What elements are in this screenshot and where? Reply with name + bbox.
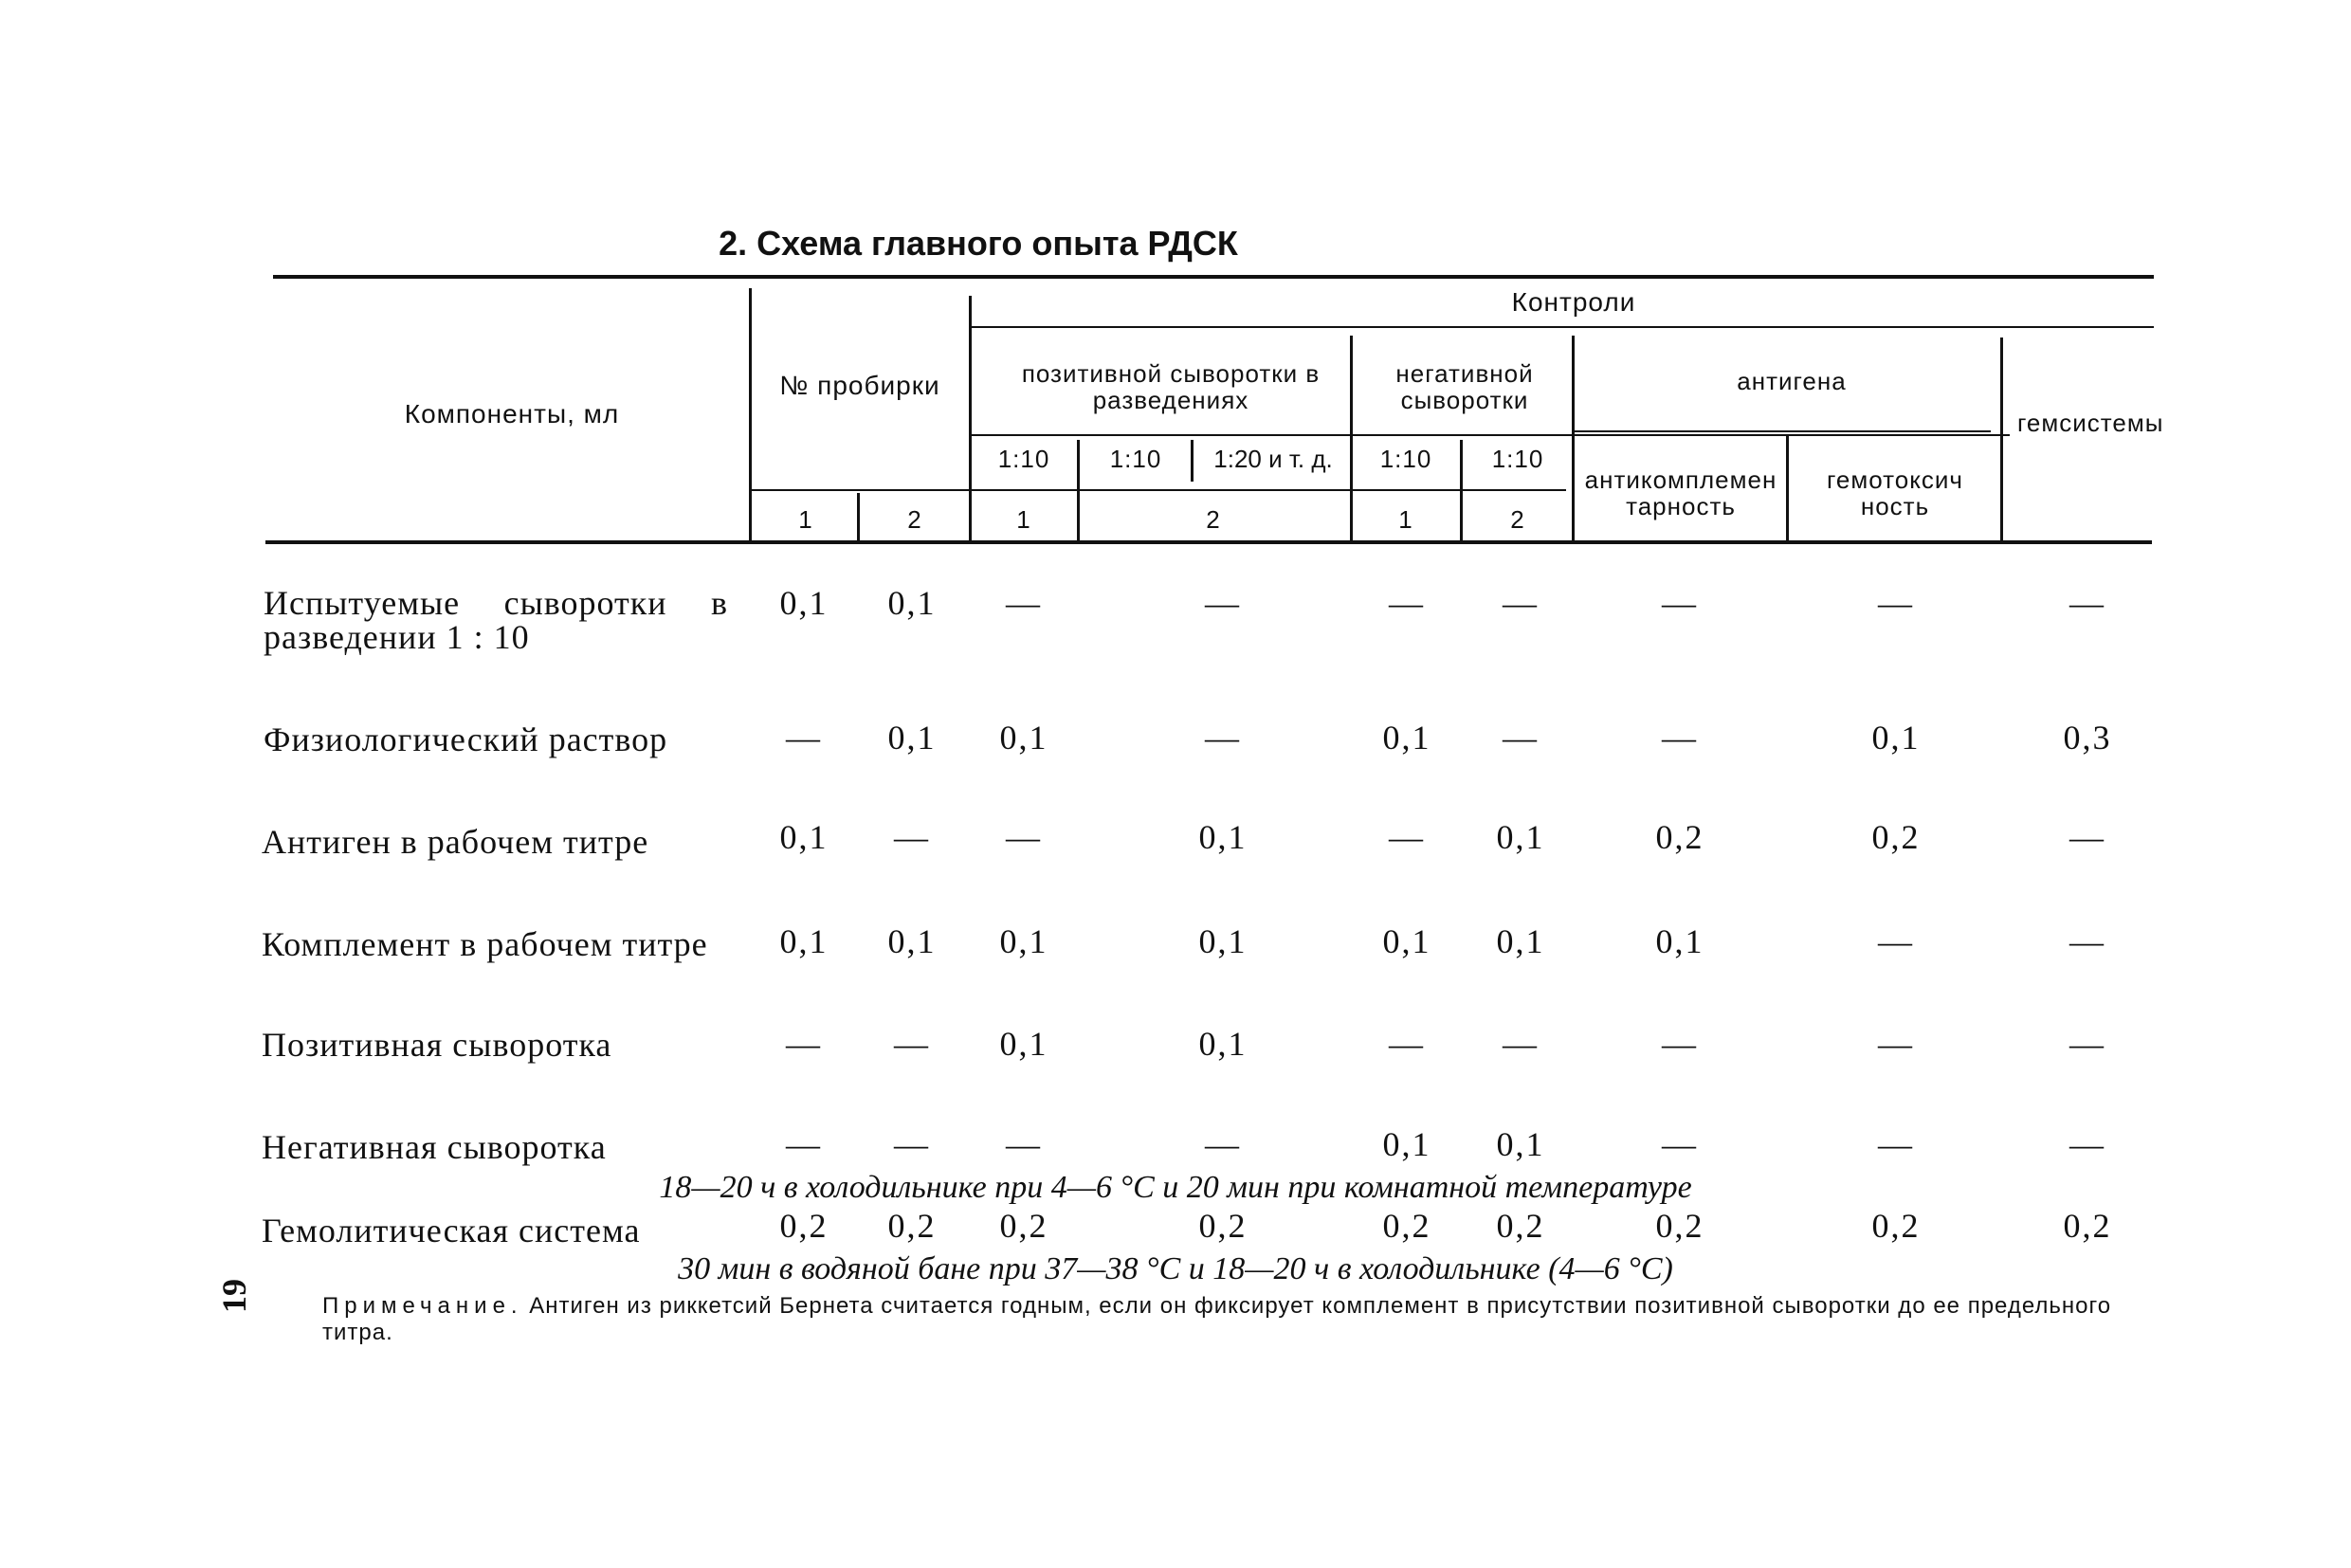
cell-r2-c4: — [1205,719,1241,757]
cell-r6-c9: — [2069,1125,2105,1163]
header-positive-serum: позитивной сыворотки в разведениях [1021,359,1321,414]
cell-r5-c4: 0,1 [1198,1025,1248,1063]
tube-2: 2 [907,505,922,534]
divider-antigen-hem [2000,337,2003,540]
cell-r2-c1: — [786,719,822,757]
cell-r4-c3: 0,1 [999,922,1048,960]
tube-number-rule [749,489,1566,491]
footnote-text: Антиген из риккетсий Бернета считается годным, если он фиксирует комплемент в присутствии позитивной сыворотки до ее предельного титра. [322,1293,2112,1345]
cell-r6-c2: — [894,1125,930,1163]
page-number: 19 [215,1279,253,1313]
cell-r3-c4: 0,1 [1198,818,1248,856]
row-label-hemolytic-system: Гемолитическая система [262,1212,641,1249]
row-label-test-sera-1: Испытуемые сыворотки в [264,584,728,622]
cell-r4-c6: 0,1 [1496,922,1545,960]
cell-r2-c7: — [1662,719,1698,757]
cell-r5-c9: — [2069,1025,2105,1063]
cell-r5-c7: — [1662,1025,1698,1063]
cell-r3-c6: 0,1 [1496,818,1545,856]
cell-r4-c4: 0,1 [1198,922,1248,960]
cell-r6-c7: — [1662,1125,1698,1163]
cell-r3-c5: — [1389,818,1425,856]
cell-r3-c3: — [1006,818,1042,856]
cell-r5-c2: — [894,1025,930,1063]
cell-r5-c3: 0,1 [999,1025,1048,1063]
row-label-positive-serum: Позитивная сыворотка [262,1026,612,1064]
cell-r7-c9: 0,2 [2063,1207,2112,1245]
cell-r6-c1: — [786,1125,822,1163]
footnote [322,1293,2142,1346]
dilution-5: 1:10 [1491,445,1544,473]
row-label-test-sera-2: разведении 1 : 10 [264,618,530,656]
dilution-1: 1:10 [997,445,1050,473]
divider-tubes [749,288,752,540]
cell-r2-c5: 0,1 [1382,719,1431,757]
header-negative-serum: негативной сыворотки [1395,359,1534,414]
cell-r7-c6: 0,2 [1496,1207,1545,1245]
cell-r4-c7: 0,1 [1655,922,1704,960]
cell-r6-c6: 0,1 [1496,1125,1545,1163]
cell-r7-c8: 0,2 [1871,1207,1921,1245]
cell-r1-c9: — [2069,584,2105,622]
cell-r5-c6: — [1503,1025,1539,1063]
antigen-rule [1574,430,1991,432]
cell-r3-c9: — [2069,818,2105,856]
incubation-note-1: 18—20 ч в холодильнике при 4—6 °С и 20 мин при комнатной температуре [659,1170,1692,1205]
cell-r4-c5: 0,1 [1382,922,1431,960]
header-bottom-rule [265,540,2152,544]
cell-r7-c4: 0,2 [1198,1207,1248,1245]
controls-rule [969,326,2154,328]
cell-r1-c5: — [1389,584,1425,622]
cell-r2-c2: 0,1 [887,719,937,757]
cell-r2-c8: 0,1 [1871,719,1921,757]
cell-r5-c8: — [1878,1025,1914,1063]
cell-r6-c8: — [1878,1125,1914,1163]
cell-r3-c8: 0,2 [1871,818,1921,856]
row-label-complement: Комплемент в рабочем титре [262,925,708,963]
neg-tube-2: 2 [1510,505,1525,534]
header-controls: Контроли [1511,287,1636,317]
incubation-note-2: 30 мин в водяной бане при 37—38 °С и 18—20 ч в холодильнике (4—6 °С) [678,1251,1673,1286]
neg-tube-1: 1 [1398,505,1413,534]
row-label-negative-serum: Негативная сыворотка [262,1128,607,1166]
divider-tube-12 [857,493,860,542]
cell-r6-c5: 0,1 [1382,1125,1431,1163]
header-tubes: № пробирки [779,371,940,400]
cell-r1-c4: — [1205,584,1241,622]
dilution-3: 1:20 и т. д. [1213,445,1333,473]
row-label-saline: Физиологический раствор [264,720,668,758]
cell-r4-c2: 0,1 [887,922,937,960]
header-antigen: антигена [1737,367,1847,395]
pos-tube-2: 2 [1206,505,1221,534]
cell-r7-c3: 0,2 [999,1207,1048,1245]
divider-neg-dil [1460,440,1463,540]
divider-antigen-sub [1786,436,1789,540]
cell-r6-c3: — [1006,1125,1042,1163]
tube-1: 1 [798,505,813,534]
table-title: 2. Схема главного опыта РДСК [719,224,1238,263]
top-rule [273,275,2154,279]
cell-r4-c1: 0,1 [779,922,829,960]
pos-tube-1: 1 [1016,505,1031,534]
cell-r7-c1: 0,2 [779,1207,829,1245]
cell-r3-c2: — [894,818,930,856]
divider-controls [969,296,972,540]
footnote-label: Примечание. [322,1293,523,1319]
dilution-4: 1:10 [1379,445,1432,473]
cell-r6-c4: — [1205,1125,1241,1163]
cell-r7-c2: 0,2 [887,1207,937,1245]
cell-r2-c9: 0,3 [2063,719,2112,757]
cell-r1-c6: — [1503,584,1539,622]
divider-neg-antigen [1572,336,1575,540]
header-anticomplementarity: антикомплементарность [1584,465,1777,520]
cell-r1-c1: 0,1 [779,584,829,622]
cell-r4-c8: — [1878,922,1914,960]
cell-r2-c6: — [1503,719,1539,757]
cell-r1-c3: — [1006,584,1042,622]
cell-r1-c7: — [1662,584,1698,622]
row-label-test-sera [264,586,728,654]
cell-r3-c7: 0,2 [1655,818,1704,856]
header-components: Компоненты, мл [404,399,620,428]
header-hemotoxicity: гемотоксичность [1827,465,1963,520]
cell-r7-c5: 0,2 [1382,1207,1431,1245]
cell-r5-c1: — [786,1025,822,1063]
dilution-rule [969,434,2010,436]
cell-r2-c3: 0,1 [999,719,1048,757]
header-hemsystem: гемсистемы [2017,409,2164,437]
cell-r4-c9: — [2069,922,2105,960]
cell-r3-c1: 0,1 [779,818,829,856]
cell-r1-c2: 0,1 [887,584,937,622]
dilution-2: 1:10 [1109,445,1162,473]
divider-pos-dil-1 [1077,440,1080,542]
row-label-antigen: Антиген в рабочем титре [262,823,649,861]
cell-r1-c8: — [1878,584,1914,622]
cell-r7-c7: 0,2 [1655,1207,1704,1245]
cell-r5-c5: — [1389,1025,1425,1063]
